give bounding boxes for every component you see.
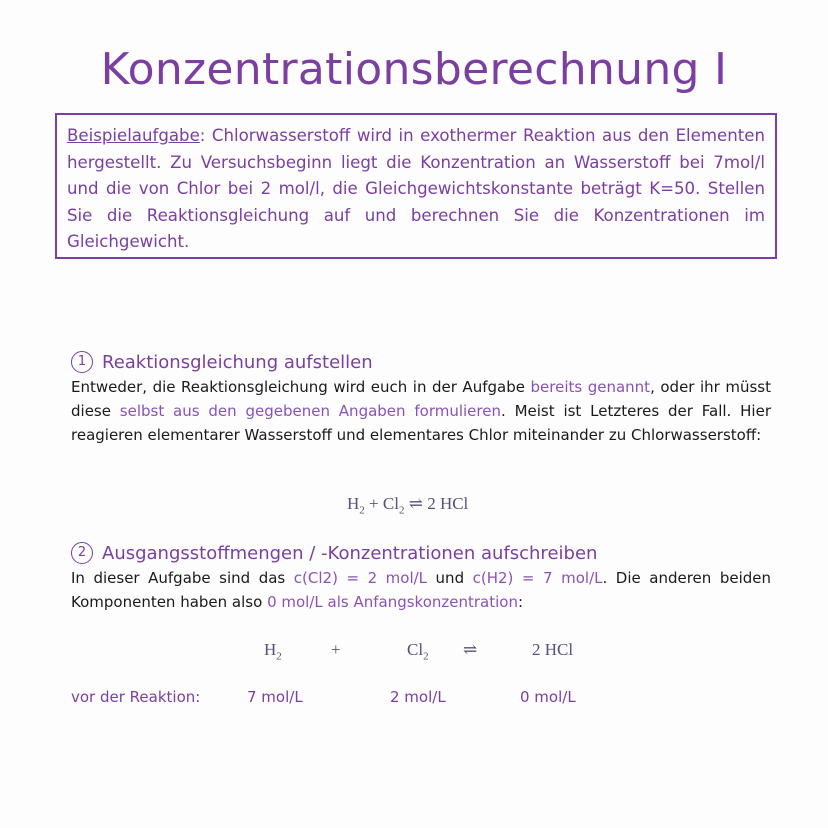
table-h2-symbol: H	[264, 640, 277, 659]
step1-highlight-1: bereits genannt	[530, 378, 651, 396]
step2-number-icon: 2	[71, 542, 93, 564]
step2-text-3: . Die anderen beiden Komponenten haben also	[71, 569, 771, 611]
eq-cl: Cl	[382, 494, 399, 513]
step2-highlight-1: c(Cl2) = 2 mol/L	[293, 569, 428, 587]
task-label: Beispielaufgabe	[67, 126, 200, 145]
step1-number-icon: 1	[71, 351, 93, 373]
eq-product: 2 HCl	[427, 494, 469, 513]
step1-text-2: , oder ihr müsst diese	[71, 378, 772, 420]
table-value-hcl: 0 mol/L	[520, 688, 576, 706]
task-text: : Chlorwasserstoff wird in exothermer Reaktion aus den Elementen hergestellt. Zu Versuchsbeginn liegt die Konzentration an Wasserstoff bei 7mol/l und die von Chlor bei 2 mol/l, die Gleichgewichtskonstante beträgt K=50. Stellen Sie die Reaktionsgleichung auf und berechnen Sie die Konzentrationen im Gleichgewicht.	[67, 126, 765, 251]
step1-heading	[71, 351, 373, 373]
table-header-arrow: ⇌	[463, 640, 478, 659]
step1-heading-text: Reaktionsgleichung aufstellen	[102, 351, 373, 373]
table-row-label: vor der Reaktion:	[71, 688, 201, 706]
step2-text-4: :	[517, 592, 524, 611]
page-title: Konzentrationsberechnung I	[100, 44, 728, 95]
table-cl2-sub: 2	[423, 650, 429, 663]
step2-highlight-2: c(H2) = 7 mol/L	[472, 569, 603, 587]
step2-text-2: und	[427, 569, 473, 587]
table-value-cl2: 2 mol/L	[390, 688, 446, 706]
eq-arrow: ⇌	[404, 494, 428, 513]
eq-h-sub: 2	[359, 504, 365, 517]
step2-highlight-3: 0 mol/L als Anfangskonzentration	[267, 592, 518, 611]
step1-text-3: . Meist ist Letzteres der Fall. Hier reagieren elementarer Wasserstoff und elementares Chlor miteinander zu Chlorwasserstoff:	[71, 401, 771, 444]
table-header-hcl: 2 HCl	[532, 640, 574, 659]
step1-highlight-2: selbst aus den gegebenen Angaben formulieren	[119, 401, 501, 420]
step2-heading-text: Ausgangsstoffmengen / -Konzentrationen aufschreiben	[102, 542, 598, 564]
table-h2-sub: 2	[276, 650, 282, 663]
step1-text-1: Entweder, die Reaktionsgleichung wird euch in der Aufgabe	[71, 378, 531, 396]
table-header-cl2	[407, 640, 429, 662]
table-cl2-symbol: Cl	[407, 640, 424, 659]
step2-text-1: In dieser Aufgabe sind das	[71, 569, 294, 587]
table-value-h2: 7 mol/L	[247, 688, 303, 706]
eq-plus: +	[364, 494, 383, 513]
step2-paragraph	[71, 567, 771, 615]
step1-paragraph	[71, 376, 771, 447]
reaction-equation	[347, 494, 468, 516]
table-header-h2	[264, 640, 282, 662]
task-box	[55, 113, 777, 259]
eq-h: H	[347, 494, 360, 513]
step2-heading	[71, 542, 597, 564]
table-header-plus: +	[331, 640, 341, 659]
eq-cl-sub: 2	[398, 504, 405, 517]
